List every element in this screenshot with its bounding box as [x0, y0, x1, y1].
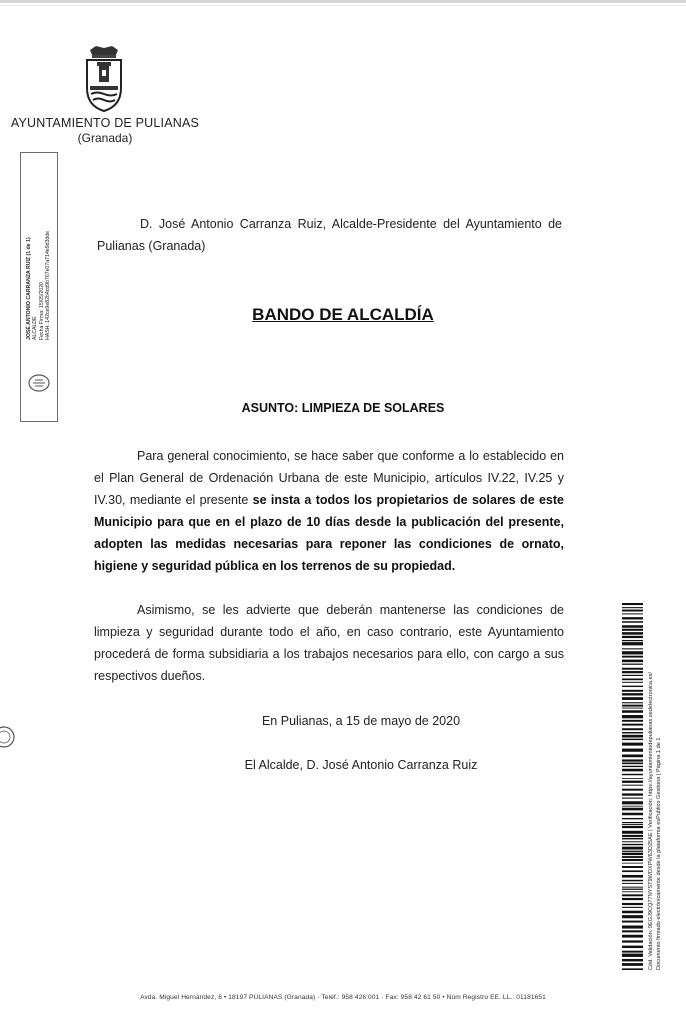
- barcode-bar: [622, 891, 643, 892]
- barcode-bar: [622, 739, 643, 741]
- barcode-bar: [622, 613, 643, 614]
- barcode-bar: [622, 859, 643, 861]
- barcode-bar: [622, 870, 643, 872]
- top-rule-secondary: [0, 5, 686, 6]
- barcode-bar: [622, 822, 643, 823]
- barcode-bar: [622, 671, 643, 673]
- barcode-bar: [622, 668, 643, 670]
- barcode-bar: [622, 887, 643, 888]
- barcode-bar: [622, 607, 643, 608]
- document-title: BANDO DE ALCALDÍA: [252, 305, 434, 324]
- barcode-bar: [622, 781, 643, 783]
- barcode-bar: [622, 898, 643, 900]
- barcode-bar: [622, 724, 643, 726]
- barcode-bar: [622, 806, 643, 807]
- barcode-bar: [622, 735, 643, 738]
- barcode-bar: [622, 759, 643, 761]
- barcode-bar: [622, 808, 643, 811]
- footer-address: Avda. Miguel Hernández, 6 • 18197 PULIANAS (Granada) · Teléf.: 958 426 001 · Fax: 958 42 61 50 • Núm Registro EE. LL.: 01181651: [140, 994, 546, 1001]
- barcode-bar: [622, 921, 643, 923]
- barcode-bar: [622, 813, 643, 816]
- barcode-bar: [622, 728, 643, 730]
- verification-line-1: Cód. Validación: 9EGJ9CQ77NYST9WDXPW63D25AE | Verificación: https://ayuntamientodepulianas.sedelectronica.es/: [648, 672, 654, 970]
- barcode-bar: [622, 766, 643, 767]
- barcode-bar: [622, 603, 643, 605]
- body-paragraph-1-text: Para general conocimiento, se hace saber que conforme a lo establecido en el Plan General de Ordenación Urbana de este Municipio, artículos IV.22, IV.25 y IV.30, mediante el presente: [94, 449, 564, 507]
- top-rule: [0, 0, 686, 3]
- body-paragraph-1: [94, 445, 564, 577]
- barcode-bar: [622, 915, 643, 918]
- verification-line-2: Documento firmado electrónicamente desde la plataforma esPublico Gestiona | Página 1 de 1: [655, 737, 662, 970]
- org-name: AYUNTAMIENTO DE PULIANAS: [10, 116, 200, 130]
- org-region: (Granada): [77, 131, 133, 145]
- barcode-bar: [622, 686, 643, 687]
- barcode-bar: [622, 946, 643, 948]
- barcode-bar: [622, 610, 643, 612]
- barcode-bar: [622, 690, 643, 692]
- barcode-bar: [622, 818, 643, 819]
- barcode-bar: [622, 651, 643, 654]
- stamp-icon: [26, 372, 52, 394]
- barcode-bar: [622, 693, 643, 695]
- barcode-bar: [622, 636, 643, 638]
- municipal-crest-icon: [82, 44, 126, 114]
- barcode-bar: [622, 785, 643, 786]
- barcode-bar: [622, 851, 643, 852]
- barcode-bar: [622, 660, 643, 663]
- barcode-bar: [622, 778, 643, 779]
- barcode-bar: [622, 720, 643, 722]
- barcode-bar: [622, 743, 643, 746]
- barcode-bar: [622, 853, 643, 855]
- verification-text: [648, 603, 670, 970]
- barcode-bar: [622, 682, 643, 683]
- signature-signer: JOSÉ ANTONIO CARRANZA RUIZ (1 de 1): [26, 237, 32, 340]
- barcode-bar: [622, 715, 643, 718]
- barcode-bar: [622, 789, 643, 791]
- barcode-bar: [622, 708, 643, 709]
- signoff-line: El Alcalde, D. José Antonio Carranza Ruiz: [244, 758, 478, 772]
- barcode-bar: [622, 907, 643, 908]
- body-paragraph-2: Asimismo, se les advierte que deberán mantenerse las condiciones de limpieza y seguridad durante todo el año, en caso contrario, este Ayuntamiento procederá de forma subsidiaria a los trabajos necesarios para ello, con cargo a sus respectivos dueños.: [94, 603, 564, 683]
- body-paragraph-1-bold: se insta a todos los propietarios de solares de este Municipio para que en el plazo de 10 días desde la publicación del presente, adopten las medidas necesarias para reponer las condiciones de ornato, higiene y seguridad pública en los terrenos de su propiedad.: [94, 493, 564, 573]
- barcode-bar: [622, 793, 643, 795]
- barcode-bar: [622, 847, 643, 850]
- barcode-icon: [622, 603, 643, 970]
- barcode-bar: [622, 911, 643, 914]
- barcode-bar: [622, 621, 643, 623]
- barcode-bar: [622, 954, 643, 957]
- barcode-bar: [622, 732, 643, 733]
- barcode-bar: [622, 617, 643, 619]
- barcode-bar: [622, 678, 643, 680]
- barcode-bar: [622, 625, 643, 628]
- barcode-bar: [622, 889, 643, 890]
- barcode-bar: [622, 935, 643, 938]
- barcode-bar: [622, 903, 643, 905]
- barcode-bar: [622, 963, 643, 966]
- barcode-bar: [622, 866, 643, 868]
- barcode-bar: [622, 880, 643, 882]
- barcode-bar: [622, 940, 643, 942]
- signature-date: Fecha Firma: 15/05/2020: [38, 282, 45, 340]
- signature-role: ALCALDE: [32, 316, 39, 340]
- barcode-bar: [622, 841, 643, 842]
- barcode-bar: [622, 968, 643, 970]
- barcode-bar: [622, 763, 643, 765]
- barcode-bar: [622, 838, 643, 840]
- barcode-bar: [622, 629, 643, 631]
- barcode-bar: [622, 749, 643, 752]
- barcode-bar: [622, 863, 643, 864]
- barcode-bar: [622, 824, 643, 825]
- barcode-bar: [622, 930, 643, 932]
- barcode-bar: [622, 883, 643, 884]
- barcode-bar: [622, 640, 643, 641]
- document-subject: ASUNTO: LIMPIEZA DE SOLARES: [241, 401, 445, 415]
- date-line: En Pulianas, a 15 de mayo de 2020: [261, 714, 461, 728]
- barcode-bar: [622, 710, 643, 713]
- barcode-bar: [622, 697, 643, 700]
- barcode-bar: [622, 925, 643, 928]
- barcode-bar: [622, 642, 643, 645]
- barcode-bar: [622, 656, 643, 658]
- barcode-bar: [622, 856, 643, 858]
- barcode-bar: [622, 798, 643, 799]
- barcode-bar: [622, 959, 643, 962]
- barcode-bar: [622, 774, 643, 775]
- barcode-bar: [622, 835, 643, 837]
- barcode-bar: [622, 648, 643, 649]
- barcode-bar: [622, 875, 643, 878]
- barcode-bar: [622, 894, 643, 896]
- barcode-bar: [622, 769, 643, 772]
- barcode-bar: [622, 801, 643, 804]
- barcode-bar: [622, 831, 643, 834]
- barcode-bar: [622, 702, 643, 703]
- barcode-bar: [622, 632, 643, 635]
- barcode-bar: [622, 664, 643, 665]
- barcode-bar: [622, 705, 643, 707]
- barcode-bar: [622, 754, 643, 757]
- barcode-bar: [622, 826, 643, 828]
- signature-hash: HASH: 142ce9e82b4cd9b767e07a714e9d3dde: [45, 230, 52, 340]
- barcode-bar: [622, 951, 643, 953]
- intro-paragraph: D. José Antonio Carranza Ruiz, Alcalde-Presidente del Ayuntamiento de Pulianas (Granada): [97, 217, 562, 253]
- barcode-bar: [622, 675, 643, 676]
- barcode-bar: [622, 844, 643, 845]
